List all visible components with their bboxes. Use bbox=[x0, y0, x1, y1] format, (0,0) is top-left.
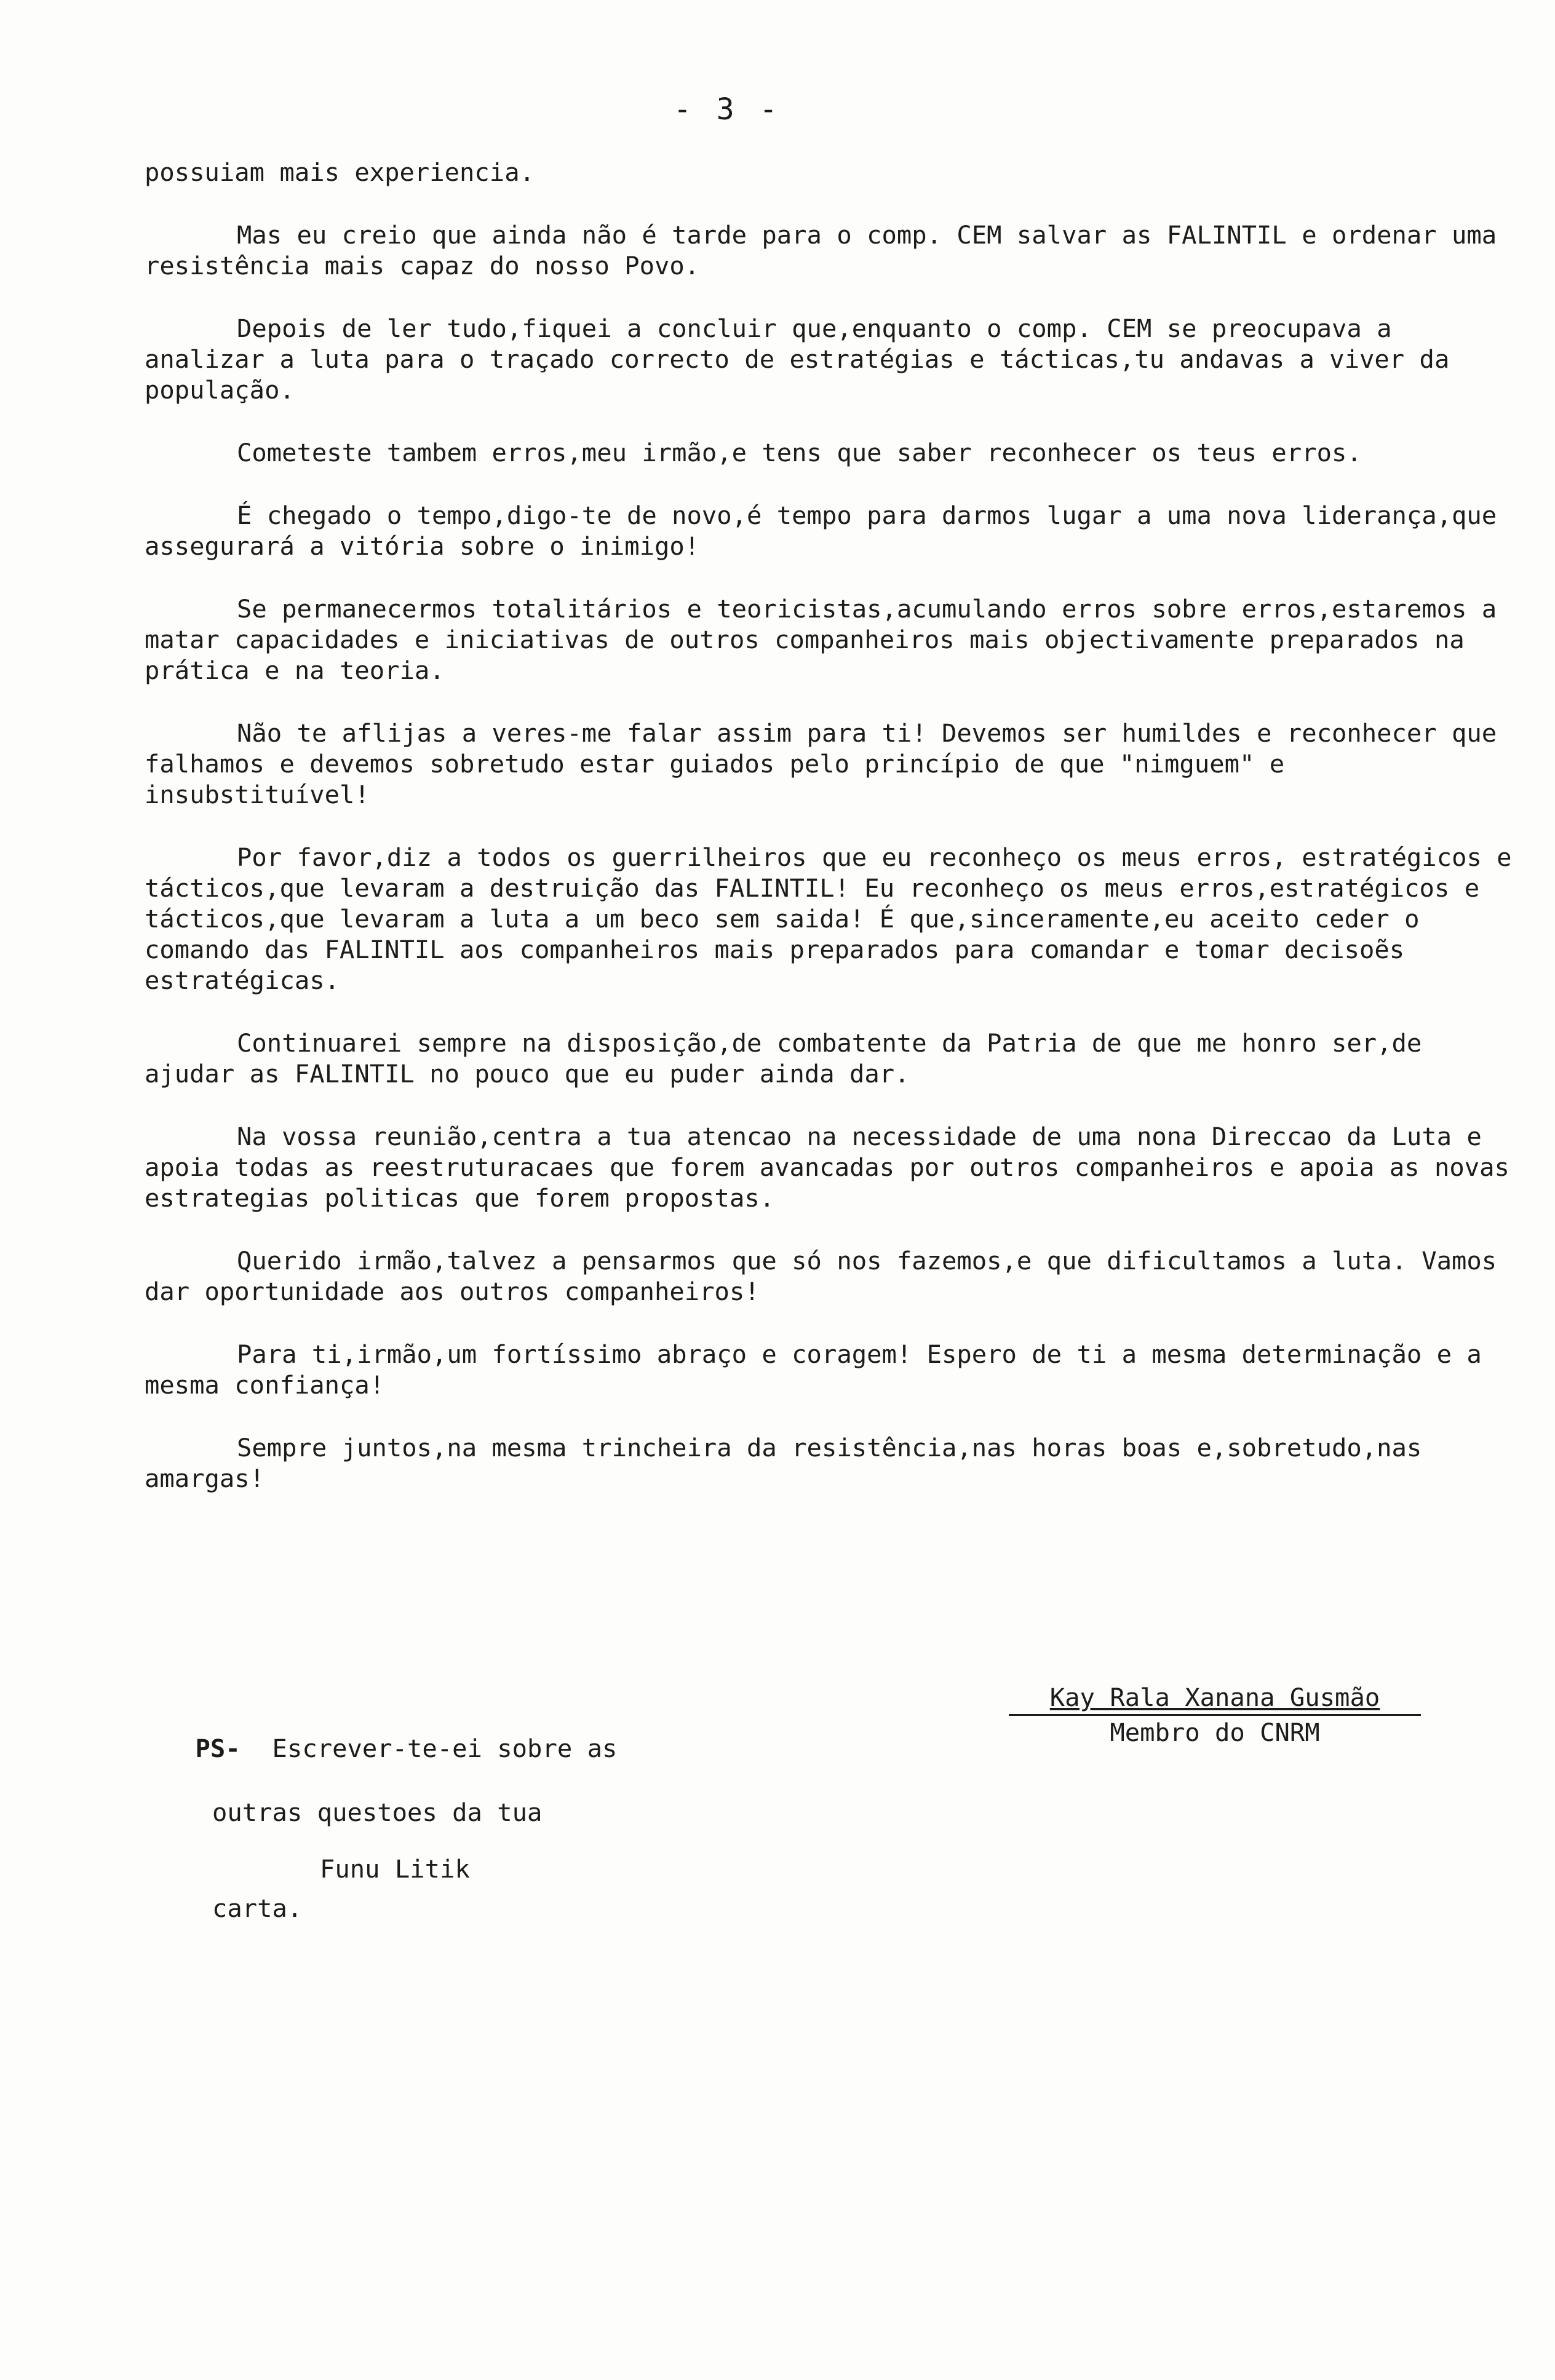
paragraph-7: Não te aflijas a veres-me falar assim para ti! Devemos ser humildes e reconhecer que falhamos e devemos sobretudo estar guiados pelo princípio de que "nimguem" e insubstituível! bbox=[145, 718, 1512, 809]
paragraph-10: Na vossa reunião,centra a tua atencao na necessidade de uma nona Direccao da Luta e apoia todas as reestruturacaes que forem avancadas por outros companheiros e apoia as novas estrategias politicas que forem propostas. bbox=[145, 1122, 1525, 1213]
paragraph-12: Para ti,irmão,um fortíssimo abraço e coragem! Espero de ti a mesma determinação e a mesma confiança! bbox=[145, 1339, 1497, 1400]
paragraph-4: Cometeste tambem erros,meu irmão,e tens que saber reconhecer os teus erros. bbox=[237, 438, 1362, 467]
signature-name: Kay Rala Xanana Gusmão bbox=[1049, 1683, 1380, 1712]
postscript bbox=[135, 1700, 617, 1988]
paragraph-2: Mas eu creio que ainda não é tarde para o comp. CEM salvar as FALINTIL e ordenar uma resistência mais capaz do nosso Povo. bbox=[145, 220, 1512, 280]
postscript-label: PS- bbox=[195, 1734, 241, 1763]
paragraph-9: Continuarei sempre na disposição,de combatente da Patria de que me honro ser,de ajudar as FALINTIL no pouco que eu puder ainda dar. bbox=[145, 1028, 1437, 1089]
paragraph-1: possuiam mais experiencia. bbox=[145, 157, 535, 187]
signature-role: Membro do CNRM bbox=[1009, 1714, 1421, 1748]
paragraph-11: Querido irmão,talvez a pensarmos que só nos fazemos,e que dificultamos a luta. Vamos dar oportunidade aos outros companheiros! bbox=[145, 1246, 1512, 1306]
paragraph-8: Por favor,diz a todos os guerrilheiros que eu reconheço os meus erros, estratégicos e tácticos,que levaram a destruição das FALINTIL! Eu reconheço os meus erros,estratégicos e tácticos,que levaram a luta a um beco sem saida! É que,sinceramente,eu aceito ceder o comando das FALINTIL aos companheiros mais preparados para comandar e tomar decisoẽs estratégicas. bbox=[145, 843, 1527, 995]
page-number: - 3 - bbox=[674, 92, 781, 127]
paragraph-3: Depois de ler tudo,fiquei a concluir que,enquanto o comp. CEM se preocupava a analizar a luta para o traçado correcto de estratégias e tácticas,tu andavas a viver da população. bbox=[145, 314, 1465, 405]
signature-block bbox=[1009, 1682, 1421, 1748]
postscript-line-1: Escrever-te-ei sobre as bbox=[272, 1734, 618, 1763]
addressee-name: Funu Litik bbox=[320, 1854, 470, 1884]
paragraph-13: Sempre juntos,na mesma trincheira da resistência,nas horas boas e,sobretudo,nas amargas! bbox=[145, 1433, 1437, 1493]
paragraph-6: Se permanecermos totalitários e teoricistas,acumulando erros sobre erros,estaremos a matar capacidades e iniciativas de outros companheiros mais objectivamente preparados na prática e na teoria. bbox=[145, 594, 1512, 685]
letter-body bbox=[145, 157, 1527, 1494]
postscript-line-3: carta. bbox=[212, 1894, 303, 1923]
postscript-line-2: outras questoes da tua bbox=[212, 1798, 543, 1827]
paragraph-5: É chegado o tempo,digo-te de novo,é tempo para darmos lugar a uma nova liderança,que assegurará a vitória sobre o inimigo! bbox=[145, 501, 1512, 561]
